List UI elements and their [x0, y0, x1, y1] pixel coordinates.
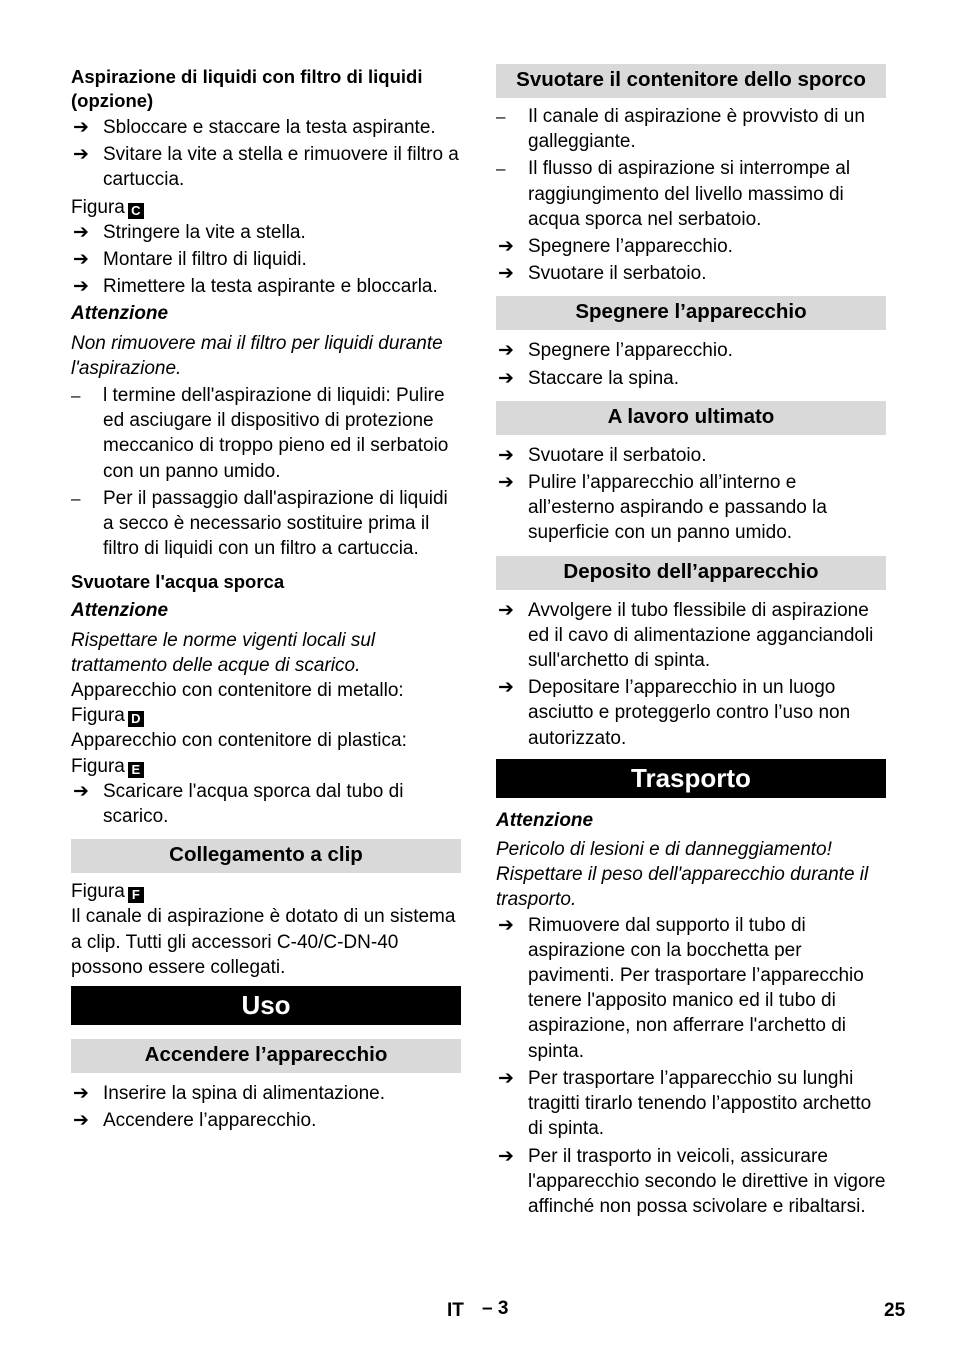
- arrow-icon: ➔: [73, 780, 89, 802]
- metal-container-text: Apparecchio con contenitore di metallo:: [71, 680, 404, 702]
- list-item: ➔ Per il trasporto in veicoli, assicurare l'apparecchio secondo le direttive in vigore affinché non possa scivolare e ribaltarsi.: [498, 1145, 886, 1217]
- plastic-container-text: Apparecchio con contenitore di plastica:: [71, 730, 407, 752]
- list-item: ➔ Svuotare il serbatoio.: [496, 443, 886, 468]
- arrow-icon: ➔: [498, 263, 514, 285]
- arrow-icon: ➔: [498, 599, 514, 621]
- list-item: ➔ Spegnere l’apparecchio.: [496, 338, 886, 363]
- figure-letter-badge: F: [128, 887, 144, 903]
- list-item: ➔ Staccare la spina.: [496, 366, 886, 391]
- list-item: ➔ Sbloccare e staccare la testa aspirante.: [71, 115, 461, 140]
- figure-letter-badge: E: [128, 762, 144, 778]
- arrow-icon: ➔: [498, 444, 514, 466]
- steps-list-5: [496, 234, 886, 286]
- list-item: – l termine dell'aspirazione di liquidi: Pulire ed asciugare il dispositivo di protezione meccanico di troppo pieno ed il serbatoio con un panno umido.: [71, 385, 449, 482]
- steps-list-3: [71, 779, 461, 829]
- list-item: ➔ Depositare l’apparecchio in un luogo asciutto e proteggerlo contro l’uso non autorizzato.: [498, 677, 851, 749]
- arrow-icon: ➔: [498, 1145, 514, 1167]
- steps-list-7: [496, 443, 886, 546]
- clip-text: Il canale di aspirazione è dotato di un sistema a clip. Tutti gli accessori C-40/C-DN-40 possono essere collegati.: [71, 906, 456, 978]
- list-item: ➔ Stringere la vite a stella.: [71, 220, 461, 245]
- list-item: ➔ Pulire l’apparecchio all’interno e all’esterno aspirando e passando la superficie con un panno umido.: [498, 472, 827, 544]
- arrow-icon: ➔: [73, 117, 89, 138]
- arrow-icon: ➔: [498, 472, 514, 494]
- dash-icon: –: [496, 107, 506, 126]
- figure-ref-d: Figura D: [71, 703, 461, 728]
- section-bar-svuotare: Svuotare il contenitore dello sporco: [496, 64, 886, 98]
- steps-list-4: [71, 1081, 461, 1133]
- attention-label: Attenzione: [71, 303, 169, 325]
- section-bar-spegnere: Spegnere l’apparecchio: [496, 296, 886, 330]
- arrow-icon: ➔: [73, 221, 89, 243]
- chapter-bar-uso: Uso: [71, 986, 461, 1025]
- chapter-bar-trasporto: Trasporto: [496, 759, 886, 798]
- dash-icon: –: [496, 159, 506, 179]
- arrow-icon: ➔: [73, 276, 89, 298]
- list-item: – Per il passaggio dall'aspirazione di liquidi a secco è necessario sostituire prima il filtro di liquidi con un filtro a cartuccia.: [71, 487, 448, 560]
- left-column: [71, 64, 461, 1136]
- warning-text: Non rimuovere mai il filtro per liquidi durante l'aspirazione.: [71, 332, 443, 379]
- list-item: ➔ Svuotare il serbatoio.: [496, 261, 886, 286]
- dash-list-2: [496, 104, 886, 232]
- attention-label: Attenzione: [71, 600, 169, 622]
- arrow-icon: ➔: [73, 144, 89, 166]
- steps-list-2: [71, 220, 461, 300]
- steps-list-6: [496, 338, 886, 390]
- list-item: ➔ Rimettere la testa aspirante e bloccarla.: [71, 274, 461, 299]
- figure-letter-badge: C: [128, 203, 144, 219]
- section-bar-accendere: Accendere l’apparecchio: [71, 1039, 461, 1073]
- list-item: ➔ Accendere l’apparecchio.: [71, 1108, 461, 1133]
- arrow-icon: ➔: [498, 367, 514, 389]
- list-item: ➔ Per trasportare l’apparecchio su lunghi tragitti tirarlo tenendo l’appostito archetto di spinta.: [498, 1067, 872, 1140]
- footer-section-number: – 3: [482, 1298, 509, 1319]
- arrow-icon: ➔: [498, 914, 514, 936]
- figure-ref-c: Figura C: [71, 195, 461, 220]
- list-item: ➔ Spegnere l’apparecchio.: [496, 234, 886, 259]
- list-item: ➔ Montare il filtro di liquidi.: [71, 247, 461, 272]
- arrow-icon: ➔: [498, 677, 514, 699]
- attention-label: Attenzione: [496, 809, 594, 831]
- dash-icon: –: [71, 386, 81, 406]
- list-item: ➔ Scaricare l'acqua sporca dal tubo di scarico.: [73, 780, 404, 828]
- section-bar-deposito: Deposito dell’apparecchio: [496, 556, 886, 590]
- arrow-icon: ➔: [73, 1110, 89, 1132]
- section-bar-lavoro: A lavoro ultimato: [496, 401, 886, 435]
- page-number: 25: [884, 1300, 906, 1321]
- list-item: – Il canale di aspirazione è provvisto di un galleggiante.: [496, 106, 865, 153]
- warning-text: Rispettare le norme vigenti locali sul trattamento delle acque di scarico.: [71, 629, 376, 676]
- list-item: ➔ Rimuovere dal supporto il tubo di aspirazione con la bocchetta per pavimenti. Per trasportare l’apparecchio tenere l'apposito manico ed il tubo di aspirazione, non afferrare l'archetto di spinta.: [498, 914, 864, 1062]
- steps-list-1: [71, 115, 461, 193]
- steps-list-9: [496, 913, 886, 1219]
- heading-dirty-water: Svuotare l'acqua sporca: [71, 571, 285, 593]
- arrow-icon: ➔: [73, 249, 89, 271]
- figure-ref-f: Figura F: [71, 879, 461, 904]
- steps-list-8: [496, 598, 886, 751]
- dash-icon: –: [71, 488, 81, 508]
- figure-ref-e: Figura E: [71, 754, 461, 779]
- arrow-icon: ➔: [498, 1067, 514, 1089]
- figure-letter-badge: D: [128, 711, 144, 727]
- arrow-icon: ➔: [498, 340, 514, 362]
- dash-list-1: [71, 383, 461, 561]
- footer-language: IT: [447, 1300, 464, 1321]
- warning-text: Pericolo di lesioni e di danneggiamento! Rispettare il peso dell'apparecchio durante il trasporto.: [496, 839, 869, 911]
- section-bar-clip: Collegamento a clip: [71, 839, 461, 873]
- right-column: [496, 64, 886, 1221]
- list-item: ➔ Inserire la spina di alimentazione.: [71, 1081, 461, 1106]
- list-item: ➔ Avvolgere il tubo flessibile di aspirazione ed il cavo di alimentazione agganciandoli sull'archetto di spinta.: [498, 599, 874, 672]
- list-item: – Il flusso di aspirazione si interrompe al raggiungimento del livello massimo di acqua sporca nel serbatoio.: [496, 158, 851, 230]
- arrow-icon: ➔: [73, 1083, 89, 1105]
- arrow-icon: ➔: [498, 236, 514, 258]
- list-item: ➔ Svitare la vite a stella e rimuovere il filtro a cartuccia.: [73, 144, 459, 191]
- heading-liquid-filter: Aspirazione di liquidi con filtro di liquidi (opzione): [71, 66, 423, 111]
